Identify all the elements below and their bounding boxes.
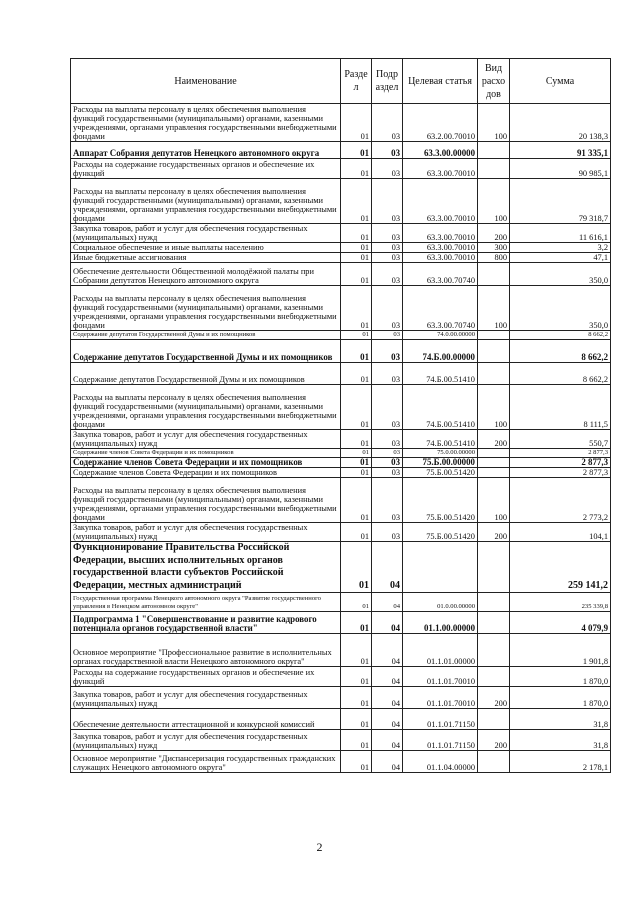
table-row — [71, 243, 611, 253]
cell-section: 01 — [341, 159, 372, 179]
cell-type: 300 — [478, 243, 510, 253]
cell-subsection: 03 — [372, 458, 403, 468]
cell-type — [478, 142, 510, 159]
cell-subsection: 03 — [372, 243, 403, 253]
cell-type: 200 — [478, 430, 510, 449]
cell-name: Закупка товаров, работ и услуг для обеспечения государственных (муниципальных) нужд — [71, 523, 341, 542]
cell-subsection: 04 — [372, 709, 403, 730]
cell-name: Расходы на выплаты персоналу в целях обеспечения выполнения функций государственными (муниципальными) органами, казенными учреждениями, органами управления государственными внебюджетными фондами — [71, 104, 341, 142]
cell-name: Закупка товаров, работ и услуг для обеспечения государственных (муниципальных) нужд — [71, 687, 341, 709]
cell-amount: 350,0 — [510, 286, 611, 331]
cell-section: 01 — [341, 612, 372, 634]
cell-type — [478, 751, 510, 773]
cell-name: Содержание депутатов Государственной Думы и их помощников — [71, 331, 341, 340]
cell-subsection: 04 — [372, 634, 403, 667]
cell-name: Содержание членов Совета Федерации и их помощников — [71, 458, 341, 468]
cell-target: 63.3.00.70010 — [403, 224, 478, 243]
cell-target: 63.3.00.70740 — [403, 263, 478, 286]
table-row — [71, 253, 611, 263]
cell-name: Содержание членов Совета Федерации и их помощников — [71, 449, 341, 458]
table-row — [71, 449, 611, 458]
cell-section: 01 — [341, 593, 372, 612]
cell-subsection: 03 — [372, 340, 403, 363]
cell-type — [478, 593, 510, 612]
cell-amount: 235 339,8 — [510, 593, 611, 612]
header-subsection: Подр аздел — [372, 59, 403, 104]
cell-type — [478, 263, 510, 286]
cell-section: 01 — [341, 430, 372, 449]
cell-name: Расходы на выплаты персоналу в целях обеспечения выполнения функций государственными (муниципальными) органами, казенными учреждениями, органами управления государственными внебюджетными фондами — [71, 179, 341, 224]
cell-target: 74.0.00.00000 — [403, 331, 478, 340]
table-row — [71, 730, 611, 751]
header-section: Разде л — [341, 59, 372, 104]
cell-amount: 31,8 — [510, 730, 611, 751]
cell-amount: 3,2 — [510, 243, 611, 253]
cell-target: 01.1.01.70010 — [403, 687, 478, 709]
cell-subsection: 03 — [372, 104, 403, 142]
cell-subsection: 03 — [372, 142, 403, 159]
cell-section: 01 — [341, 331, 372, 340]
table-row — [71, 458, 611, 468]
cell-name: Обеспечение деятельности аттестационной и конкурсной комиссий — [71, 709, 341, 730]
cell-type: 200 — [478, 523, 510, 542]
cell-type — [478, 331, 510, 340]
cell-amount: 8 662,2 — [510, 331, 611, 340]
table-row — [71, 667, 611, 687]
table-row — [71, 687, 611, 709]
cell-target: 01.0.00.00000 — [403, 593, 478, 612]
cell-subsection: 03 — [372, 363, 403, 385]
table-row — [71, 385, 611, 430]
cell-target: 75.0.00.00000 — [403, 449, 478, 458]
table-row — [71, 593, 611, 612]
table-row — [71, 478, 611, 523]
cell-target: 63.3.00.70740 — [403, 286, 478, 331]
cell-target: 63.3.00.00000 — [403, 142, 478, 159]
cell-section: 01 — [341, 449, 372, 458]
cell-target: 75.Б.00.51420 — [403, 468, 478, 478]
cell-amount: 90 985,1 — [510, 159, 611, 179]
cell-type — [478, 340, 510, 363]
cell-subsection: 03 — [372, 253, 403, 263]
cell-name: Содержание депутатов Государственной Думы и их помощников — [71, 363, 341, 385]
cell-amount: 550,7 — [510, 430, 611, 449]
cell-target: 74.Б.00.51410 — [403, 430, 478, 449]
budget-table — [70, 58, 611, 773]
cell-section: 01 — [341, 263, 372, 286]
table-row — [71, 142, 611, 159]
table-row — [71, 340, 611, 363]
cell-type: 200 — [478, 730, 510, 751]
header-type: Вид расхо дов — [478, 59, 510, 104]
cell-subsection: 03 — [372, 385, 403, 430]
table-row — [71, 286, 611, 331]
cell-target: 63.3.00.70010 — [403, 253, 478, 263]
cell-name: Подпрограмма 1 "Совершенствование и развитие кадрового потенциала органов государственной власти" — [71, 612, 341, 634]
cell-subsection: 03 — [372, 523, 403, 542]
cell-subsection: 03 — [372, 331, 403, 340]
cell-target: 01.1.01.00000 — [403, 634, 478, 667]
cell-type — [478, 634, 510, 667]
cell-section: 01 — [341, 104, 372, 142]
cell-type: 200 — [478, 687, 510, 709]
cell-subsection: 03 — [372, 159, 403, 179]
table-row — [71, 224, 611, 243]
cell-section: 01 — [341, 709, 372, 730]
cell-type — [478, 449, 510, 458]
cell-target: 01.1.01.70010 — [403, 667, 478, 687]
cell-amount: 2 773,2 — [510, 478, 611, 523]
table-row — [71, 263, 611, 286]
table-row — [71, 634, 611, 667]
cell-section: 01 — [341, 243, 372, 253]
cell-subsection: 03 — [372, 179, 403, 224]
cell-subsection: 04 — [372, 667, 403, 687]
cell-subsection: 04 — [372, 542, 403, 593]
cell-name: Содержание членов Совета Федерации и их помощников — [71, 468, 341, 478]
page-number: 2 — [316, 840, 323, 854]
cell-type — [478, 542, 510, 593]
cell-amount: 2 178,1 — [510, 751, 611, 773]
table-row — [71, 363, 611, 385]
cell-target: 01.1.01.71150 — [403, 709, 478, 730]
cell-section: 01 — [341, 142, 372, 159]
cell-subsection: 04 — [372, 751, 403, 773]
cell-name: Закупка товаров, работ и услуг для обеспечения государственных (муниципальных) нужд — [71, 430, 341, 449]
cell-type: 100 — [478, 179, 510, 224]
cell-target: 75.Б.00.51420 — [403, 523, 478, 542]
cell-section: 01 — [341, 751, 372, 773]
cell-section: 01 — [341, 286, 372, 331]
cell-target: 75.Б.00.51420 — [403, 478, 478, 523]
table-row — [71, 709, 611, 730]
cell-amount: 11 616,1 — [510, 224, 611, 243]
table-row — [71, 612, 611, 634]
header-row — [71, 59, 611, 104]
cell-type: 100 — [478, 478, 510, 523]
cell-type: 100 — [478, 385, 510, 430]
cell-section: 01 — [341, 363, 372, 385]
cell-amount: 2 877,3 — [510, 449, 611, 458]
cell-name: Расходы на выплаты персоналу в целях обеспечения выполнения функций государственными (муниципальными) органами, казенными учреждениями, органами управления государственными внебюджетными фондами — [71, 478, 341, 523]
cell-amount: 350,0 — [510, 263, 611, 286]
cell-section: 01 — [341, 385, 372, 430]
cell-name: Обеспечение деятельности Общественной молодёжной палаты при Собрании депутатов Ненецкого автономного округа — [71, 263, 341, 286]
cell-target: 63.3.00.70010 — [403, 243, 478, 253]
cell-target: 63.2.00.70010 — [403, 104, 478, 142]
table-row — [71, 159, 611, 179]
cell-section: 01 — [341, 667, 372, 687]
cell-section: 01 — [341, 458, 372, 468]
cell-name: Функционирование Правительства Российской Федерации, высших исполнительных органов государственной власти субъектов Российской Федерации, местных администраций — [71, 542, 341, 593]
cell-subsection: 04 — [372, 612, 403, 634]
cell-target: 01.1.00.00000 — [403, 612, 478, 634]
cell-subsection: 03 — [372, 430, 403, 449]
cell-type — [478, 458, 510, 468]
cell-target: 74.Б.00.51410 — [403, 385, 478, 430]
cell-amount: 8 662,2 — [510, 363, 611, 385]
cell-section: 01 — [341, 730, 372, 751]
cell-name: Расходы на выплаты персоналу в целях обеспечения выполнения функций государственными (муниципальными) органами, казенными учреждениями, органами управления государственными внебюджетными фондами — [71, 385, 341, 430]
cell-subsection: 03 — [372, 263, 403, 286]
cell-subsection: 03 — [372, 478, 403, 523]
cell-amount: 2 877,3 — [510, 458, 611, 468]
cell-amount: 104,1 — [510, 523, 611, 542]
cell-name: Основное мероприятие "Профессиональное развитие в исполнительных органах государственной власти Ненецкого автономного округа" — [71, 634, 341, 667]
cell-subsection: 03 — [372, 224, 403, 243]
cell-name: Социальное обеспечение и иные выплаты населению — [71, 243, 341, 253]
table-row — [71, 104, 611, 142]
cell-type: 200 — [478, 224, 510, 243]
table-row — [71, 331, 611, 340]
cell-target — [403, 542, 478, 593]
cell-name: Содержание депутатов Государственной Думы и их помощников — [71, 340, 341, 363]
cell-section: 01 — [341, 523, 372, 542]
cell-section: 01 — [341, 478, 372, 523]
cell-amount: 47,1 — [510, 253, 611, 263]
table-row — [71, 179, 611, 224]
cell-section: 01 — [341, 542, 372, 593]
cell-subsection: 03 — [372, 449, 403, 458]
cell-target: 74.Б.00.51410 — [403, 363, 478, 385]
cell-target: 01.1.04.00000 — [403, 751, 478, 773]
cell-type — [478, 612, 510, 634]
table-row — [71, 430, 611, 449]
cell-amount: 20 138,3 — [510, 104, 611, 142]
cell-name: Государственная программа Ненецкого автономного округа "Развитие государственного управления в Ненецком автономном округе" — [71, 593, 341, 612]
cell-target: 75.Б.00.00000 — [403, 458, 478, 468]
cell-type — [478, 468, 510, 478]
cell-subsection: 04 — [372, 730, 403, 751]
cell-subsection: 04 — [372, 687, 403, 709]
cell-type — [478, 363, 510, 385]
cell-section: 01 — [341, 687, 372, 709]
cell-name: Расходы на выплаты персоналу в целях обеспечения выполнения функций государственными (муниципальными) органами, казенными учреждениями, органами управления государственными внебюджетными фондами — [71, 286, 341, 331]
cell-amount: 1 870,0 — [510, 667, 611, 687]
header-amount: Сумма — [510, 59, 611, 104]
cell-subsection: 03 — [372, 286, 403, 331]
cell-section: 01 — [341, 340, 372, 363]
cell-name: Закупка товаров, работ и услуг для обеспечения государственных (муниципальных) нужд — [71, 224, 341, 243]
table-row — [71, 468, 611, 478]
cell-target: 74.Б.00.00000 — [403, 340, 478, 363]
cell-section: 01 — [341, 179, 372, 224]
cell-target: 63.3.00.70010 — [403, 159, 478, 179]
cell-amount: 31,8 — [510, 709, 611, 730]
cell-type: 800 — [478, 253, 510, 263]
cell-subsection: 03 — [372, 468, 403, 478]
table-row — [71, 751, 611, 773]
cell-name: Расходы на содержание государственных органов и обеспечение их функций — [71, 159, 341, 179]
cell-type — [478, 159, 510, 179]
cell-amount: 2 877,3 — [510, 468, 611, 478]
cell-subsection: 04 — [372, 593, 403, 612]
cell-name: Аппарат Собрания депутатов Ненецкого автономного округа — [71, 142, 341, 159]
cell-amount: 8 111,5 — [510, 385, 611, 430]
cell-type — [478, 667, 510, 687]
cell-type: 100 — [478, 286, 510, 331]
cell-target: 63.3.00.70010 — [403, 179, 478, 224]
header-name: Наименование — [71, 59, 341, 104]
cell-amount: 79 318,7 — [510, 179, 611, 224]
cell-section: 01 — [341, 224, 372, 243]
cell-type — [478, 709, 510, 730]
cell-section: 01 — [341, 468, 372, 478]
cell-amount: 1 870,0 — [510, 687, 611, 709]
header-target: Целевая статья — [403, 59, 478, 104]
table-row — [71, 523, 611, 542]
cell-name: Основное мероприятие "Диспансеризация государственных гражданских служащих Ненецкого автономного округа" — [71, 751, 341, 773]
cell-amount: 8 662,2 — [510, 340, 611, 363]
cell-target: 01.1.01.71150 — [403, 730, 478, 751]
cell-amount: 1 901,8 — [510, 634, 611, 667]
cell-section: 01 — [341, 253, 372, 263]
table-row — [71, 542, 611, 593]
cell-name: Закупка товаров, работ и услуг для обеспечения государственных (муниципальных) нужд — [71, 730, 341, 751]
cell-amount: 259 141,2 — [510, 542, 611, 593]
cell-name: Иные бюджетные ассигнования — [71, 253, 341, 263]
cell-amount: 91 335,1 — [510, 142, 611, 159]
cell-section: 01 — [341, 634, 372, 667]
cell-amount: 4 079,9 — [510, 612, 611, 634]
cell-type: 100 — [478, 104, 510, 142]
cell-name: Расходы на содержание государственных органов и обеспечение их функций — [71, 667, 341, 687]
